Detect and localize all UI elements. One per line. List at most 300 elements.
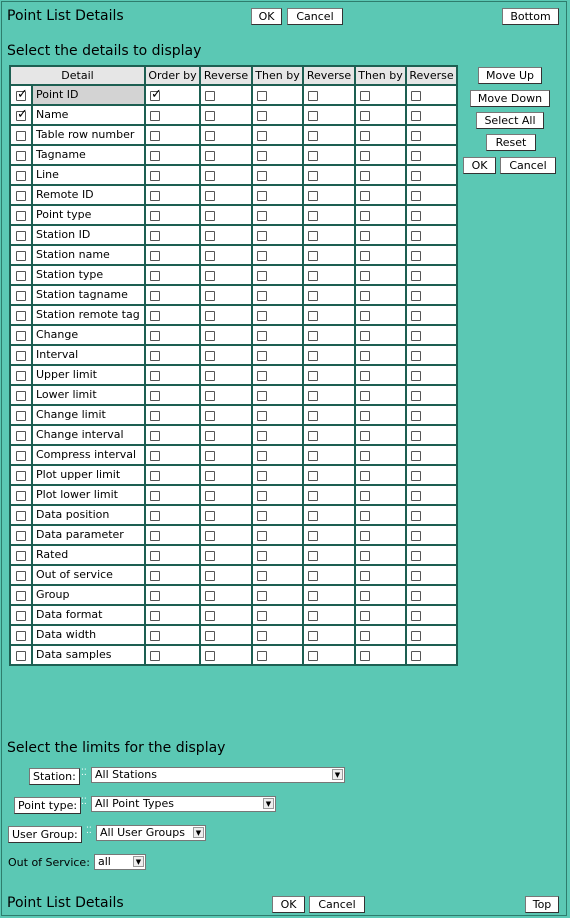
station-select[interactable]	[91, 767, 345, 783]
order-by-checkbox[interactable]	[150, 371, 160, 381]
table-row	[10, 125, 457, 145]
reverse-checkbox[interactable]	[205, 531, 215, 541]
reverse-checkbox[interactable]	[411, 531, 421, 541]
table-row	[10, 405, 457, 425]
then-by-checkbox[interactable]	[360, 251, 370, 261]
sort-option-cell	[355, 105, 406, 125]
detail-checkbox-cell	[10, 425, 145, 445]
order-by-checkbox[interactable]	[150, 331, 160, 341]
sort-option-cell	[200, 585, 252, 605]
point-type-label: Point type:	[14, 797, 81, 814]
then-by-checkbox[interactable]	[257, 271, 267, 281]
then-by-checkbox[interactable]	[257, 571, 267, 581]
sort-option-cell	[406, 265, 457, 285]
sort-option-cell	[145, 585, 200, 605]
detail-checkbox-cell	[10, 605, 145, 625]
reverse-checkbox[interactable]	[308, 331, 318, 341]
then-by-checkbox[interactable]	[360, 291, 370, 301]
then-by-checkbox[interactable]	[360, 591, 370, 601]
detail-checkbox-cell	[10, 325, 145, 345]
then-by-checkbox[interactable]	[360, 331, 370, 341]
reverse-checkbox[interactable]	[205, 171, 215, 181]
chevron-down-icon: ▼	[332, 769, 343, 780]
reverse-checkbox[interactable]	[205, 611, 215, 621]
then-by-checkbox[interactable]	[360, 231, 370, 241]
reverse-checkbox[interactable]	[308, 151, 318, 161]
reverse-checkbox[interactable]	[308, 351, 318, 361]
reverse-checkbox[interactable]	[411, 151, 421, 161]
detail-checkbox[interactable]	[16, 571, 26, 581]
detail-checkbox[interactable]	[16, 111, 26, 121]
order-by-checkbox[interactable]	[150, 351, 160, 361]
detail-checkbox-cell	[10, 625, 145, 645]
reverse-checkbox[interactable]	[411, 471, 421, 481]
then-by-checkbox[interactable]	[360, 391, 370, 401]
sort-option-cell	[200, 565, 252, 585]
sort-option-cell	[200, 165, 252, 185]
then-by-checkbox[interactable]	[360, 211, 370, 221]
then-by-checkbox[interactable]	[360, 571, 370, 581]
detail-checkbox-cell	[10, 265, 145, 285]
reverse-checkbox[interactable]	[411, 511, 421, 521]
reverse-checkbox[interactable]	[205, 211, 215, 221]
detail-checkbox[interactable]	[16, 331, 26, 341]
reverse-checkbox[interactable]	[308, 431, 318, 441]
then-by-checkbox[interactable]	[360, 371, 370, 381]
table-row	[10, 205, 457, 225]
reverse-checkbox[interactable]	[205, 131, 215, 141]
move-down-button[interactable]: Move Down	[470, 90, 550, 107]
order-by-checkbox[interactable]	[150, 631, 160, 641]
detail-checkbox[interactable]	[16, 491, 26, 501]
order-by-checkbox[interactable]	[150, 251, 160, 261]
detail-checkbox-cell	[10, 485, 145, 505]
reverse-checkbox[interactable]	[411, 131, 421, 141]
footer-ok-button[interactable]: OK	[272, 896, 305, 913]
reverse-checkbox[interactable]	[411, 171, 421, 181]
sort-option-cell	[145, 425, 200, 445]
select-all-button[interactable]: Select All	[476, 112, 544, 129]
reverse-checkbox[interactable]	[411, 431, 421, 441]
detail-checkbox[interactable]	[16, 511, 26, 521]
reverse-checkbox[interactable]	[308, 291, 318, 301]
table-row	[10, 385, 457, 405]
sort-option-cell	[252, 625, 303, 645]
reverse-checkbox[interactable]	[411, 551, 421, 561]
detail-checkbox[interactable]	[16, 191, 26, 201]
detail-checkbox[interactable]	[16, 271, 26, 281]
reverse-checkbox[interactable]	[308, 171, 318, 181]
sort-option-cell	[145, 105, 200, 125]
then-by-checkbox[interactable]	[257, 231, 267, 241]
order-by-checkbox[interactable]	[150, 171, 160, 181]
reverse-checkbox[interactable]	[308, 311, 318, 321]
reverse-checkbox[interactable]	[205, 571, 215, 581]
sort-option-cell	[200, 365, 252, 385]
detail-label: Station tagname	[31, 286, 144, 304]
reverse-checkbox[interactable]	[205, 291, 215, 301]
then-by-checkbox[interactable]	[360, 271, 370, 281]
out-of-service-select[interactable]	[94, 854, 146, 870]
sort-option-cell	[406, 305, 457, 325]
detail-checkbox[interactable]	[16, 151, 26, 161]
reverse-checkbox[interactable]	[308, 651, 318, 661]
detail-checkbox-cell	[10, 525, 145, 545]
reverse-checkbox[interactable]	[308, 571, 318, 581]
reverse-checkbox[interactable]	[205, 411, 215, 421]
sort-option-cell	[145, 445, 200, 465]
order-by-checkbox[interactable]	[150, 411, 160, 421]
reverse-checkbox[interactable]	[411, 231, 421, 241]
reverse-checkbox[interactable]	[308, 411, 318, 421]
order-by-checkbox[interactable]	[150, 211, 160, 221]
reverse-checkbox[interactable]	[308, 491, 318, 501]
detail-checkbox[interactable]	[16, 131, 26, 141]
details-section-heading: Select the details to display	[7, 43, 202, 59]
detail-checkbox[interactable]	[16, 391, 26, 401]
reverse-checkbox[interactable]	[205, 491, 215, 501]
detail-label: Rated	[31, 546, 144, 564]
detail-checkbox[interactable]	[16, 171, 26, 181]
reverse-checkbox[interactable]	[308, 271, 318, 281]
reverse-checkbox[interactable]	[308, 231, 318, 241]
then-by-checkbox[interactable]	[360, 311, 370, 321]
then-by-checkbox[interactable]	[257, 371, 267, 381]
reverse-checkbox[interactable]	[308, 131, 318, 141]
reverse-checkbox[interactable]	[411, 91, 421, 101]
order-by-checkbox[interactable]	[150, 591, 160, 601]
sort-option-cell	[145, 365, 200, 385]
reverse-checkbox[interactable]	[205, 111, 215, 121]
order-by-checkbox[interactable]	[150, 191, 160, 201]
sort-option-cell	[406, 585, 457, 605]
chevron-down-icon: ▼	[133, 856, 144, 867]
sort-option-cell	[252, 365, 303, 385]
then-by-checkbox[interactable]	[360, 411, 370, 421]
then-by-checkbox[interactable]	[257, 411, 267, 421]
order-by-checkbox[interactable]	[150, 131, 160, 141]
detail-checkbox[interactable]	[16, 551, 26, 561]
reverse-checkbox[interactable]	[411, 631, 421, 641]
detail-checkbox[interactable]	[16, 371, 26, 381]
sort-option-cell	[200, 505, 252, 525]
sort-option-cell	[252, 585, 303, 605]
order-by-checkbox[interactable]	[150, 571, 160, 581]
sort-option-cell	[355, 125, 406, 145]
detail-checkbox[interactable]	[16, 431, 26, 441]
reverse-checkbox[interactable]	[411, 291, 421, 301]
reverse-checkbox[interactable]	[308, 511, 318, 521]
detail-checkbox[interactable]	[16, 611, 26, 621]
table-row	[10, 585, 457, 605]
side-ok-button[interactable]: OK	[463, 157, 496, 174]
table-row	[10, 245, 457, 265]
reverse-checkbox[interactable]	[308, 471, 318, 481]
reverse-checkbox[interactable]	[411, 571, 421, 581]
then-by-checkbox[interactable]	[257, 451, 267, 461]
then-by-checkbox[interactable]	[360, 531, 370, 541]
sort-option-cell	[355, 565, 406, 585]
reverse-checkbox[interactable]	[411, 611, 421, 621]
detail-checkbox[interactable]	[16, 211, 26, 221]
reverse-checkbox[interactable]	[308, 371, 318, 381]
sort-option-cell	[303, 145, 355, 165]
sort-option-cell	[303, 405, 355, 425]
side-cancel-button[interactable]: Cancel	[500, 157, 556, 174]
reverse-checkbox[interactable]	[411, 491, 421, 501]
reverse-checkbox[interactable]	[205, 431, 215, 441]
then-by-checkbox[interactable]	[257, 591, 267, 601]
order-by-checkbox[interactable]	[150, 531, 160, 541]
reverse-checkbox[interactable]	[205, 91, 215, 101]
reverse-checkbox[interactable]	[411, 111, 421, 121]
then-by-checkbox[interactable]	[257, 291, 267, 301]
detail-checkbox[interactable]	[16, 631, 26, 641]
reverse-checkbox[interactable]	[308, 251, 318, 261]
then-by-checkbox[interactable]	[257, 151, 267, 161]
reverse-checkbox[interactable]	[411, 411, 421, 421]
reverse-checkbox[interactable]	[308, 191, 318, 201]
then-by-checkbox[interactable]	[360, 491, 370, 501]
detail-label: Line	[31, 166, 144, 184]
then-by-checkbox[interactable]	[360, 511, 370, 521]
then-by-checkbox[interactable]	[257, 631, 267, 641]
order-by-checkbox[interactable]	[150, 291, 160, 301]
footer-cancel-button[interactable]: Cancel	[309, 896, 365, 913]
then-by-checkbox[interactable]	[360, 431, 370, 441]
reverse-checkbox[interactable]	[205, 251, 215, 261]
out-of-service-label: Out of Service:	[8, 856, 90, 869]
order-by-checkbox[interactable]	[150, 551, 160, 561]
sort-option-cell	[200, 185, 252, 205]
sort-option-cell	[303, 385, 355, 405]
then-by-checkbox[interactable]	[360, 151, 370, 161]
reverse-checkbox[interactable]	[205, 591, 215, 601]
order-by-checkbox[interactable]	[150, 391, 160, 401]
then-by-checkbox[interactable]	[257, 511, 267, 521]
then-by-checkbox[interactable]	[257, 531, 267, 541]
then-by-checkbox[interactable]	[360, 651, 370, 661]
order-by-checkbox[interactable]	[150, 431, 160, 441]
then-by-checkbox[interactable]	[257, 191, 267, 201]
sort-option-cell	[200, 105, 252, 125]
detail-label: Data position	[31, 506, 144, 524]
reverse-checkbox[interactable]	[411, 271, 421, 281]
reverse-checkbox[interactable]	[205, 191, 215, 201]
column-header: Order by	[145, 66, 200, 85]
sort-option-cell	[200, 225, 252, 245]
detail-label: Plot lower limit	[31, 486, 144, 504]
reset-button[interactable]: Reset	[486, 134, 536, 151]
drag-handle-icon: ⁚⁚	[81, 797, 87, 807]
sort-option-cell	[303, 225, 355, 245]
sort-option-cell	[303, 365, 355, 385]
then-by-checkbox[interactable]	[360, 631, 370, 641]
reverse-checkbox[interactable]	[411, 651, 421, 661]
reverse-checkbox[interactable]	[205, 551, 215, 561]
reverse-checkbox[interactable]	[308, 91, 318, 101]
order-by-checkbox[interactable]	[150, 471, 160, 481]
reverse-checkbox[interactable]	[205, 351, 215, 361]
detail-checkbox-cell	[10, 185, 145, 205]
reverse-checkbox[interactable]	[308, 391, 318, 401]
order-by-checkbox[interactable]	[150, 151, 160, 161]
table-row	[10, 265, 457, 285]
order-by-checkbox[interactable]	[150, 651, 160, 661]
reverse-checkbox[interactable]	[308, 211, 318, 221]
reverse-checkbox[interactable]	[205, 271, 215, 281]
sort-option-cell	[145, 465, 200, 485]
reverse-checkbox[interactable]	[308, 451, 318, 461]
then-by-checkbox[interactable]	[257, 471, 267, 481]
then-by-checkbox[interactable]	[257, 611, 267, 621]
then-by-checkbox[interactable]	[257, 351, 267, 361]
then-by-checkbox[interactable]	[360, 551, 370, 561]
reverse-checkbox[interactable]	[308, 551, 318, 561]
order-by-checkbox[interactable]	[150, 491, 160, 501]
detail-checkbox[interactable]	[16, 91, 26, 101]
point-type-select[interactable]	[91, 796, 276, 812]
reverse-checkbox[interactable]	[205, 451, 215, 461]
table-row	[10, 525, 457, 545]
table-row	[10, 425, 457, 445]
then-by-checkbox[interactable]	[257, 431, 267, 441]
column-header: Then by	[252, 66, 303, 85]
sort-option-cell	[303, 525, 355, 545]
detail-checkbox-cell	[10, 505, 145, 525]
order-by-checkbox[interactable]	[150, 311, 160, 321]
sort-option-cell	[145, 385, 200, 405]
top-button[interactable]: Top	[525, 896, 559, 913]
order-by-checkbox[interactable]	[150, 271, 160, 281]
table-row	[10, 305, 457, 325]
reverse-checkbox[interactable]	[308, 531, 318, 541]
detail-checkbox[interactable]	[16, 251, 26, 261]
sort-option-cell	[406, 645, 457, 665]
user-group-select[interactable]	[96, 825, 206, 841]
sort-option-cell	[145, 145, 200, 165]
reverse-checkbox[interactable]	[411, 211, 421, 221]
reverse-checkbox[interactable]	[308, 611, 318, 621]
order-by-checkbox[interactable]	[150, 111, 160, 121]
detail-label: Station remote tag	[31, 306, 144, 324]
ok-button[interactable]: OK	[251, 8, 282, 25]
sort-option-cell	[303, 205, 355, 225]
reverse-checkbox[interactable]	[411, 191, 421, 201]
reverse-checkbox[interactable]	[205, 371, 215, 381]
then-by-checkbox[interactable]	[360, 131, 370, 141]
detail-checkbox[interactable]	[16, 471, 26, 481]
sort-option-cell	[303, 505, 355, 525]
detail-checkbox[interactable]	[16, 451, 26, 461]
then-by-checkbox[interactable]	[257, 331, 267, 341]
reverse-checkbox[interactable]	[205, 651, 215, 661]
cancel-button[interactable]: Cancel	[287, 8, 343, 25]
then-by-checkbox[interactable]	[360, 191, 370, 201]
reverse-checkbox[interactable]	[411, 371, 421, 381]
sort-option-cell	[252, 125, 303, 145]
detail-checkbox[interactable]	[16, 651, 26, 661]
sort-option-cell	[200, 405, 252, 425]
reverse-checkbox[interactable]	[205, 311, 215, 321]
reverse-checkbox[interactable]	[411, 591, 421, 601]
then-by-checkbox[interactable]	[360, 611, 370, 621]
reverse-checkbox[interactable]	[205, 391, 215, 401]
then-by-checkbox[interactable]	[257, 391, 267, 401]
detail-checkbox[interactable]	[16, 231, 26, 241]
station-label: Station:	[29, 768, 80, 785]
then-by-checkbox[interactable]	[257, 311, 267, 321]
reverse-checkbox[interactable]	[411, 251, 421, 261]
then-by-checkbox[interactable]	[257, 91, 267, 101]
reverse-checkbox[interactable]	[411, 331, 421, 341]
then-by-checkbox[interactable]	[360, 451, 370, 461]
detail-checkbox[interactable]	[16, 311, 26, 321]
sort-option-cell	[406, 365, 457, 385]
then-by-checkbox[interactable]	[257, 111, 267, 121]
order-by-checkbox[interactable]	[150, 91, 160, 101]
sort-option-cell	[355, 225, 406, 245]
then-by-checkbox[interactable]	[257, 491, 267, 501]
reverse-checkbox[interactable]	[205, 331, 215, 341]
point-type-select-value: All Point Types	[95, 797, 174, 810]
detail-checkbox[interactable]	[16, 411, 26, 421]
bottom-button[interactable]: Bottom	[502, 8, 559, 25]
then-by-checkbox[interactable]	[360, 111, 370, 121]
reverse-checkbox[interactable]	[308, 631, 318, 641]
order-by-checkbox[interactable]	[150, 451, 160, 461]
sort-option-cell	[252, 465, 303, 485]
reverse-checkbox[interactable]	[308, 111, 318, 121]
then-by-checkbox[interactable]	[360, 351, 370, 361]
sort-option-cell	[355, 505, 406, 525]
then-by-checkbox[interactable]	[360, 471, 370, 481]
order-by-checkbox[interactable]	[150, 511, 160, 521]
reverse-checkbox[interactable]	[411, 451, 421, 461]
then-by-checkbox[interactable]	[257, 251, 267, 261]
reverse-checkbox[interactable]	[411, 311, 421, 321]
reverse-checkbox[interactable]	[205, 511, 215, 521]
detail-checkbox[interactable]	[16, 531, 26, 541]
reverse-checkbox[interactable]	[205, 151, 215, 161]
reverse-checkbox[interactable]	[205, 231, 215, 241]
then-by-checkbox[interactable]	[257, 131, 267, 141]
detail-label: Point ID	[31, 86, 144, 104]
then-by-checkbox[interactable]	[257, 651, 267, 661]
then-by-checkbox[interactable]	[257, 551, 267, 561]
detail-checkbox[interactable]	[16, 291, 26, 301]
reverse-checkbox[interactable]	[411, 351, 421, 361]
detail-checkbox[interactable]	[16, 351, 26, 361]
sort-option-cell	[252, 505, 303, 525]
reverse-checkbox[interactable]	[205, 471, 215, 481]
detail-checkbox[interactable]	[16, 591, 26, 601]
detail-label: Station ID	[31, 226, 144, 244]
reverse-checkbox[interactable]	[411, 391, 421, 401]
then-by-checkbox[interactable]	[360, 91, 370, 101]
reverse-checkbox[interactable]	[308, 591, 318, 601]
then-by-checkbox[interactable]	[257, 171, 267, 181]
sort-option-cell	[200, 625, 252, 645]
order-by-checkbox[interactable]	[150, 231, 160, 241]
then-by-checkbox[interactable]	[360, 171, 370, 181]
then-by-checkbox[interactable]	[257, 211, 267, 221]
move-up-button[interactable]: Move Up	[478, 67, 542, 84]
detail-label: Tagname	[31, 146, 144, 164]
order-by-checkbox[interactable]	[150, 611, 160, 621]
detail-label: Name	[31, 106, 144, 124]
reverse-checkbox[interactable]	[205, 631, 215, 641]
